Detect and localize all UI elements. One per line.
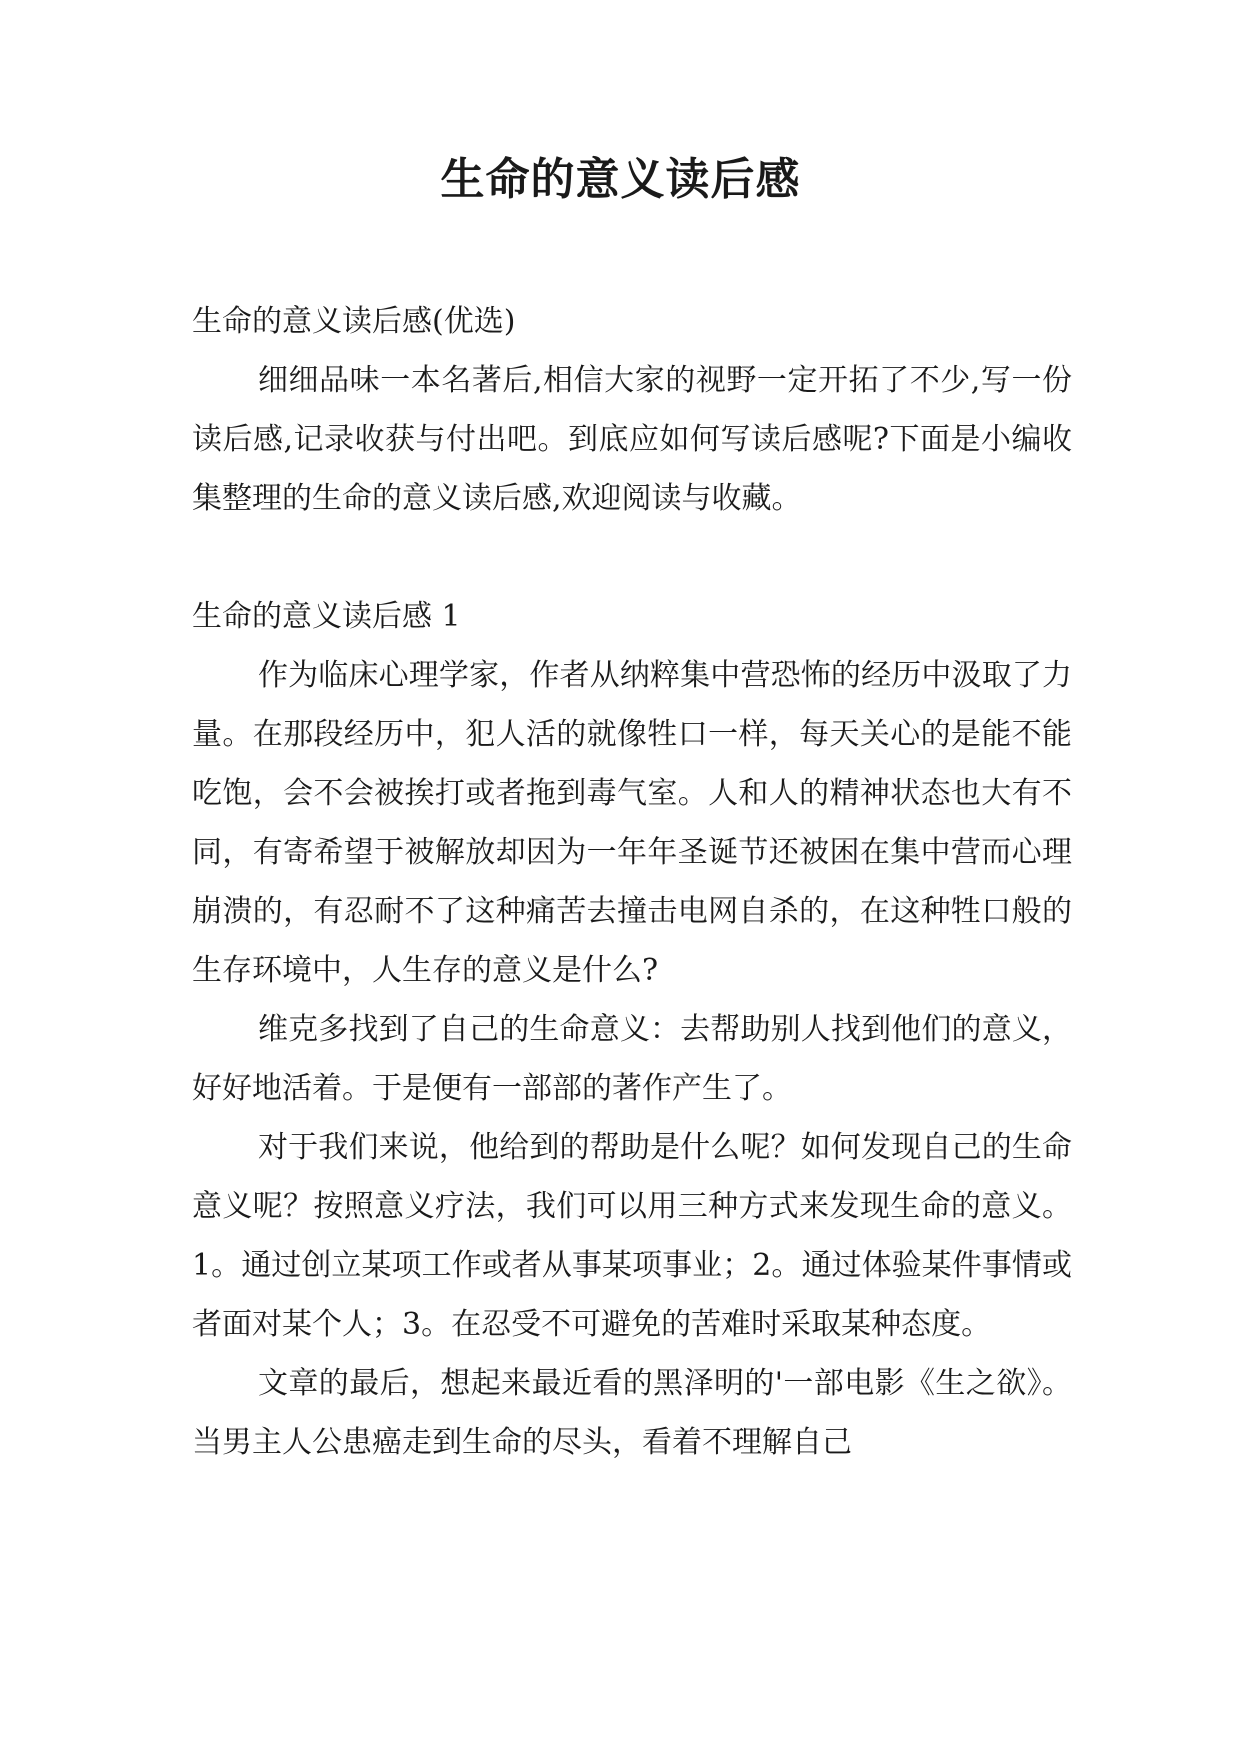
body-paragraph: 作为临床心理学家，作者从纳粹集中营恐怖的经历中汲取了力量。在那段经历中，犯人活的就像牲口一样，每天关心的是能不能吃饱，会不会被挨打或者拖到毒气室。人和人的精神状态也大有不同，有寄希望于被解放却因为一年年圣诞节还被困在集中营而心理崩溃的，有忍耐不了这种痛苦去撞击电网自杀的，在这种牲口般的生存环境中，人生存的意义是什么? (192, 658, 1072, 988)
document-title: 生命的意义读后感 (440, 154, 801, 205)
body-paragraph: 文章的最后，想起来最近看的黑泽明的'一部电影《生之欲》。当男主人公患癌走到生命的尽头，看着不理解自己 (192, 1366, 1072, 1460)
section-heading: 生命的意义读后感 1 (192, 599, 461, 634)
body-paragraph: 维克多找到了自己的生命意义：去帮助别人找到他们的意义，好好地活着。于是便有一部部的著作产生了。 (192, 1012, 1072, 1106)
body-paragraph: 对于我们来说，他给到的帮助是什么呢？如何发现自己的生命意义呢？按照意义疗法，我们可以用三种方式来发现生命的意义。1。通过创立某项工作或者从事某项事业；2。通过体验某件事情或者面对某个人；3。在忍受不可避免的苦难时采取某种态度。 (192, 1130, 1072, 1342)
intro-paragraph: 细细品味一本名著后,相信大家的视野一定开拓了不少,写一份读后感,记录收获与付出吧。到底应如何写读后感呢?下面是小编收集整理的生命的意义读后感,欢迎阅读与收藏。 (192, 363, 1072, 516)
document-subtitle: 生命的意义读后感(优选) (192, 304, 516, 339)
document-body (192, 292, 1072, 1472)
